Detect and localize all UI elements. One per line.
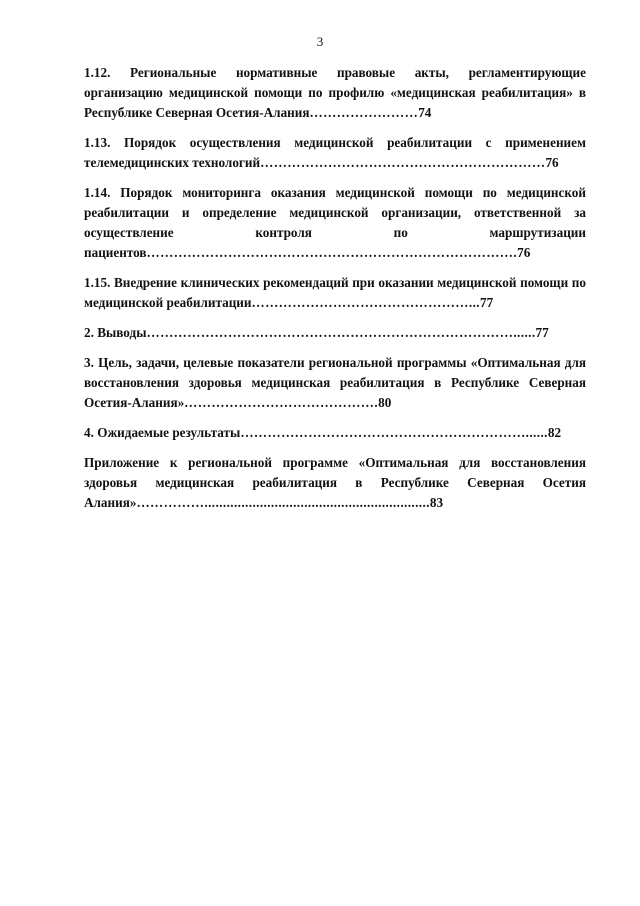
toc-entry-leader: ……………............................................................. bbox=[136, 495, 430, 510]
toc-entry-title: 3. Цель, задачи, целевые показатели региональной программы «Оптимальная для восстановления здоровья медицинская реабилитация в Республике Северная Осетия-Алания» bbox=[84, 355, 586, 410]
toc-entry-page: 77 bbox=[535, 325, 549, 340]
toc-entry-title: 1.14. Порядок мониторинга оказания медицинской помощи по медицинской реабилитации и определение медицинской организации, ответственной за осуществление контроля по маршрутизации пациентов bbox=[84, 185, 586, 260]
toc-entry-1-13 bbox=[84, 133, 586, 173]
toc-entry-page: 77 bbox=[480, 295, 494, 310]
toc-entry-page: 83 bbox=[429, 495, 444, 510]
toc-entry-leader: ……………………………………………………… bbox=[260, 155, 546, 170]
toc-entry-leader: ……………………………………. bbox=[184, 395, 379, 410]
page-number: 3 bbox=[316, 34, 324, 49]
toc-entry-1-15 bbox=[84, 273, 586, 313]
toc-entry-title: 4. Ожидаемые результаты bbox=[84, 425, 241, 440]
toc-entry-1-14 bbox=[84, 183, 586, 263]
toc-entry-leader: ………………………………………………………………………...... bbox=[146, 325, 536, 340]
toc-entry-title: 1.15. Внедрение клинических рекомендаций при оказании медицинской помощи по медицинской реабилитации bbox=[84, 275, 586, 310]
toc-entry-2 bbox=[84, 323, 586, 343]
toc-entry-appendix bbox=[84, 453, 586, 513]
toc-entry-leader: …………………………………………... bbox=[251, 295, 480, 310]
toc-entry-1-12 bbox=[84, 63, 586, 123]
toc-entry-leader: …………………… bbox=[309, 105, 419, 120]
toc-entry-leader: ………………………………………………………………………. bbox=[146, 245, 518, 260]
toc-entry-page: 74 bbox=[418, 105, 432, 120]
toc-entry-page: 76 bbox=[517, 245, 531, 260]
toc-entry-leader: ………………………………………………………...... bbox=[240, 425, 548, 440]
table-of-contents bbox=[84, 63, 586, 523]
toc-entry-title: Приложение к региональной программе «Оптимальная для восстановления здоровья медицинская реабилитация в Республике Северная Осетия Алания» bbox=[84, 455, 586, 510]
toc-entry-page: 82 bbox=[547, 425, 562, 440]
toc-entry-title: 1.12. Региональные нормативные правовые акты, регламентирующие организацию медицинской помощи по профилю «медицинская реабилитация» в Республике Северная Осетия-Алания bbox=[84, 65, 586, 120]
toc-entry-page: 76 bbox=[545, 155, 559, 170]
toc-entry-3 bbox=[84, 353, 586, 413]
toc-entry-title: 1.13. Порядок осуществления медицинской реабилитации с применением телемедицинских технологий bbox=[84, 135, 586, 170]
toc-entry-page: 80 bbox=[378, 395, 392, 410]
toc-entry-4 bbox=[84, 423, 586, 443]
toc-entry-title: 2. Выводы bbox=[84, 325, 147, 340]
